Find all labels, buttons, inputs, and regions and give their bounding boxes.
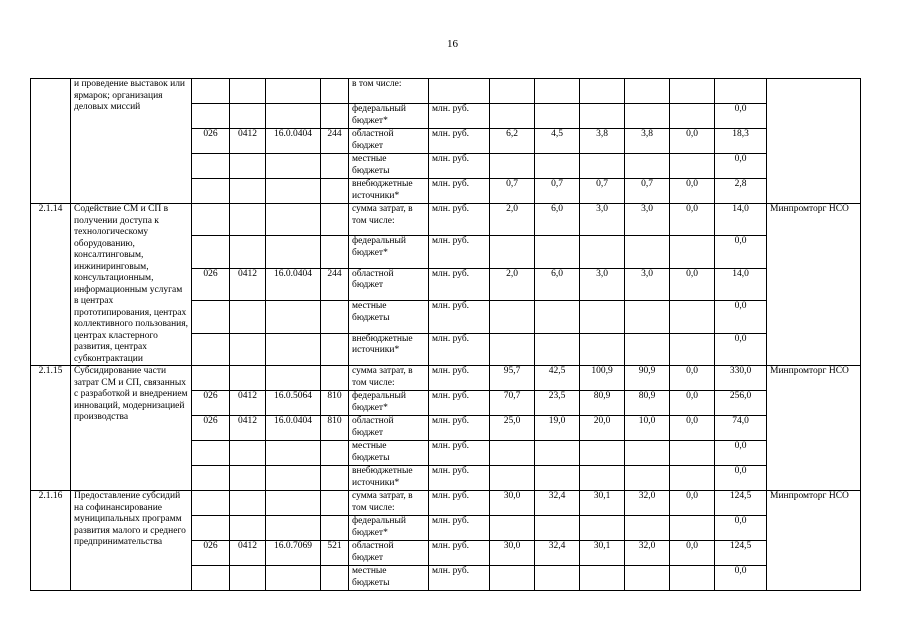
ministry-code — [192, 491, 230, 516]
total-value: 0,0 — [715, 333, 767, 365]
year-value-3: 20,0 — [580, 416, 625, 441]
expense-type-code — [321, 516, 349, 541]
funding-source: местные бюджеты — [349, 154, 429, 179]
year-value-4 — [625, 333, 670, 365]
target-item-code — [266, 104, 321, 129]
year-value-5 — [670, 236, 715, 268]
expense-type-code — [321, 154, 349, 179]
year-value-1 — [490, 516, 535, 541]
expense-type-code — [321, 104, 349, 129]
expense-type-code — [321, 491, 349, 516]
funding-source: внебюджетные источники* — [349, 179, 429, 204]
total-value: 0,0 — [715, 466, 767, 491]
section-code — [230, 154, 266, 179]
target-item-code — [266, 301, 321, 333]
funding-source: сумма затрат, в том числе: — [349, 491, 429, 516]
ministry-code — [192, 104, 230, 129]
expense-type-code — [321, 366, 349, 391]
ministry-code — [192, 301, 230, 333]
year-value-1 — [490, 441, 535, 466]
ministry-code: 026 — [192, 129, 230, 154]
unit: млн. руб. — [429, 516, 490, 541]
unit — [429, 79, 490, 104]
year-value-5 — [670, 516, 715, 541]
row-number: 2.1.15 — [31, 366, 71, 491]
year-value-3: 3,0 — [580, 268, 625, 300]
funding-source: местные бюджеты — [349, 441, 429, 466]
year-value-5 — [670, 466, 715, 491]
total-value: 0,0 — [715, 566, 767, 591]
year-value-5 — [670, 154, 715, 179]
section-code — [230, 79, 266, 104]
year-value-4: 80,9 — [625, 391, 670, 416]
year-value-1 — [490, 154, 535, 179]
year-value-1: 70,7 — [490, 391, 535, 416]
year-value-4: 0,7 — [625, 179, 670, 204]
executor: Минпромторг НСО — [767, 204, 861, 366]
unit: млн. руб. — [429, 104, 490, 129]
unit: млн. руб. — [429, 541, 490, 566]
year-value-1 — [490, 301, 535, 333]
funding-source: областной бюджет — [349, 416, 429, 441]
year-value-1: 0,7 — [490, 179, 535, 204]
target-item-code — [266, 204, 321, 236]
year-value-1 — [490, 566, 535, 591]
section-code — [230, 366, 266, 391]
unit: млн. руб. — [429, 333, 490, 365]
expense-type-code — [321, 179, 349, 204]
year-value-2: 32,4 — [535, 541, 580, 566]
executor: Минпромторг НСО — [767, 491, 861, 591]
section-code: 0412 — [230, 391, 266, 416]
target-item-code: 16.0.7069 — [266, 541, 321, 566]
funding-source: областной бюджет — [349, 268, 429, 300]
ministry-code: 026 — [192, 541, 230, 566]
year-value-3: 3,0 — [580, 204, 625, 236]
year-value-4 — [625, 441, 670, 466]
section-code — [230, 104, 266, 129]
section-code: 0412 — [230, 268, 266, 300]
expense-type-code — [321, 204, 349, 236]
row-number: 2.1.16 — [31, 491, 71, 591]
year-value-2 — [535, 154, 580, 179]
task-description: Содействие СМ и СП в получении доступа к технологическому оборудованию, консалтинговым, инжиниринговым, консультационным, информационным услугам в центрах прототипирования, центрах коллективного пользования, центрах кластерного развития, центрах субконтрактации — [71, 204, 192, 366]
target-item-code — [266, 179, 321, 204]
year-value-2 — [535, 333, 580, 365]
table-row — [31, 204, 861, 236]
funding-source: федеральный бюджет* — [349, 236, 429, 268]
unit: млн. руб. — [429, 391, 490, 416]
page-number: 16 — [447, 38, 458, 50]
expense-type-code — [321, 333, 349, 365]
year-value-1 — [490, 236, 535, 268]
year-value-4: 3,0 — [625, 268, 670, 300]
funding-source: областной бюджет — [349, 541, 429, 566]
year-value-1: 30,0 — [490, 491, 535, 516]
year-value-4: 3,0 — [625, 204, 670, 236]
section-code — [230, 466, 266, 491]
section-code: 0412 — [230, 541, 266, 566]
target-item-code: 16.0.0404 — [266, 268, 321, 300]
year-value-3 — [580, 154, 625, 179]
year-value-1: 30,0 — [490, 541, 535, 566]
expense-type-code — [321, 236, 349, 268]
expense-type-code — [321, 301, 349, 333]
year-value-1 — [490, 466, 535, 491]
funding-source: сумма затрат, в том числе: — [349, 204, 429, 236]
total-value: 2,8 — [715, 179, 767, 204]
target-item-code: 16.0.0404 — [266, 129, 321, 154]
year-value-4 — [625, 236, 670, 268]
section-code — [230, 179, 266, 204]
ministry-code — [192, 236, 230, 268]
unit: млн. руб. — [429, 466, 490, 491]
year-value-3 — [580, 441, 625, 466]
target-item-code — [266, 466, 321, 491]
total-value: 124,5 — [715, 541, 767, 566]
year-value-3 — [580, 301, 625, 333]
funding-source: внебюджетные источники* — [349, 333, 429, 365]
ministry-code: 026 — [192, 391, 230, 416]
year-value-3 — [580, 104, 625, 129]
year-value-4: 32,0 — [625, 491, 670, 516]
target-item-code — [266, 366, 321, 391]
unit: млн. руб. — [429, 566, 490, 591]
ministry-code — [192, 79, 230, 104]
year-value-2: 0,7 — [535, 179, 580, 204]
row-number — [31, 79, 71, 204]
year-value-2 — [535, 466, 580, 491]
year-value-3: 80,9 — [580, 391, 625, 416]
year-value-1: 2,0 — [490, 204, 535, 236]
year-value-5: 0,0 — [670, 391, 715, 416]
funding-source: сумма затрат, в том числе: — [349, 366, 429, 391]
section-code — [230, 491, 266, 516]
year-value-2: 23,5 — [535, 391, 580, 416]
ministry-code — [192, 441, 230, 466]
year-value-2: 19,0 — [535, 416, 580, 441]
year-value-5: 0,0 — [670, 268, 715, 300]
ministry-code — [192, 204, 230, 236]
year-value-5: 0,0 — [670, 129, 715, 154]
section-code — [230, 516, 266, 541]
year-value-3: 30,1 — [580, 541, 625, 566]
ministry-code — [192, 366, 230, 391]
year-value-4: 90,9 — [625, 366, 670, 391]
task-description: Предоставление субсидий на софинансирование муниципальных программ развития малого и среднего предпринимательства — [71, 491, 192, 591]
year-value-5: 0,0 — [670, 491, 715, 516]
ministry-code: 026 — [192, 416, 230, 441]
year-value-2 — [535, 441, 580, 466]
unit: млн. руб. — [429, 204, 490, 236]
section-code — [230, 566, 266, 591]
funding-source: в том числе: — [349, 79, 429, 104]
total-value: 0,0 — [715, 441, 767, 466]
year-value-3 — [580, 236, 625, 268]
section-code — [230, 333, 266, 365]
target-item-code: 16.0.0404 — [266, 416, 321, 441]
year-value-5 — [670, 441, 715, 466]
year-value-5 — [670, 301, 715, 333]
table-body — [31, 79, 861, 591]
funding-source: федеральный бюджет* — [349, 391, 429, 416]
total-value: 330,0 — [715, 366, 767, 391]
target-item-code — [266, 441, 321, 466]
expense-type-code: 810 — [321, 391, 349, 416]
expense-type-code — [321, 441, 349, 466]
table-row — [31, 79, 861, 104]
unit: млн. руб. — [429, 366, 490, 391]
target-item-code — [266, 566, 321, 591]
unit: млн. руб. — [429, 491, 490, 516]
total-value: 14,0 — [715, 268, 767, 300]
total-value: 18,3 — [715, 129, 767, 154]
year-value-3: 0,7 — [580, 179, 625, 204]
total-value: 14,0 — [715, 204, 767, 236]
total-value: 0,0 — [715, 154, 767, 179]
year-value-5: 0,0 — [670, 541, 715, 566]
year-value-1: 6,2 — [490, 129, 535, 154]
year-value-4 — [625, 154, 670, 179]
expense-type-code — [321, 79, 349, 104]
section-code — [230, 236, 266, 268]
year-value-5 — [670, 79, 715, 104]
target-item-code — [266, 333, 321, 365]
year-value-5: 0,0 — [670, 179, 715, 204]
target-item-code — [266, 79, 321, 104]
total-value: 0,0 — [715, 301, 767, 333]
expense-type-code: 810 — [321, 416, 349, 441]
executor — [767, 79, 861, 204]
unit: млн. руб. — [429, 236, 490, 268]
year-value-2: 32,4 — [535, 491, 580, 516]
year-value-5 — [670, 333, 715, 365]
year-value-4 — [625, 79, 670, 104]
unit: млн. руб. — [429, 416, 490, 441]
funding-source: местные бюджеты — [349, 566, 429, 591]
year-value-2: 4,5 — [535, 129, 580, 154]
year-value-1 — [490, 104, 535, 129]
year-value-2 — [535, 79, 580, 104]
year-value-2: 6,0 — [535, 268, 580, 300]
year-value-3: 30,1 — [580, 491, 625, 516]
total-value: 74,0 — [715, 416, 767, 441]
ministry-code — [192, 516, 230, 541]
year-value-2 — [535, 516, 580, 541]
year-value-1: 25,0 — [490, 416, 535, 441]
year-value-3: 3,8 — [580, 129, 625, 154]
year-value-3 — [580, 516, 625, 541]
total-value: 0,0 — [715, 236, 767, 268]
unit: млн. руб. — [429, 154, 490, 179]
unit: млн. руб. — [429, 301, 490, 333]
year-value-5 — [670, 104, 715, 129]
funding-source: федеральный бюджет* — [349, 104, 429, 129]
year-value-2 — [535, 566, 580, 591]
ministry-code — [192, 179, 230, 204]
target-item-code — [266, 491, 321, 516]
funding-source: областной бюджет — [349, 129, 429, 154]
year-value-4 — [625, 301, 670, 333]
expense-type-code — [321, 566, 349, 591]
year-value-3: 100,9 — [580, 366, 625, 391]
target-item-code: 16.0.5064 — [266, 391, 321, 416]
year-value-2: 42,5 — [535, 366, 580, 391]
year-value-1 — [490, 79, 535, 104]
ministry-code — [192, 154, 230, 179]
year-value-4: 10,0 — [625, 416, 670, 441]
executor: Минпромторг НСО — [767, 366, 861, 491]
year-value-4 — [625, 466, 670, 491]
unit: млн. руб. — [429, 129, 490, 154]
year-value-3 — [580, 466, 625, 491]
section-code — [230, 301, 266, 333]
program-table — [30, 78, 861, 591]
task-description: и проведение выставок или ярмарок; организация деловых миссий — [71, 79, 192, 204]
year-value-3 — [580, 333, 625, 365]
year-value-5: 0,0 — [670, 204, 715, 236]
section-code — [230, 441, 266, 466]
total-value: 256,0 — [715, 391, 767, 416]
unit: млн. руб. — [429, 268, 490, 300]
section-code: 0412 — [230, 129, 266, 154]
year-value-1: 2,0 — [490, 268, 535, 300]
year-value-5: 0,0 — [670, 416, 715, 441]
year-value-4 — [625, 516, 670, 541]
total-value — [715, 79, 767, 104]
funding-source: федеральный бюджет* — [349, 516, 429, 541]
year-value-4 — [625, 104, 670, 129]
ministry-code — [192, 566, 230, 591]
target-item-code — [266, 154, 321, 179]
year-value-4: 3,8 — [625, 129, 670, 154]
year-value-2: 6,0 — [535, 204, 580, 236]
year-value-1: 95,7 — [490, 366, 535, 391]
section-code — [230, 204, 266, 236]
target-item-code — [266, 516, 321, 541]
unit: млн. руб. — [429, 179, 490, 204]
expense-type-code: 244 — [321, 129, 349, 154]
year-value-4: 32,0 — [625, 541, 670, 566]
year-value-3 — [580, 566, 625, 591]
expense-type-code: 521 — [321, 541, 349, 566]
section-code: 0412 — [230, 416, 266, 441]
total-value: 0,0 — [715, 516, 767, 541]
year-value-2 — [535, 104, 580, 129]
year-value-2 — [535, 301, 580, 333]
funding-source: внебюджетные источники* — [349, 466, 429, 491]
year-value-5: 0,0 — [670, 366, 715, 391]
year-value-2 — [535, 236, 580, 268]
task-description: Субсидирование части затрат СМ и СП, связанных с разработкой и внедрением инноваций, модернизацией производства — [71, 366, 192, 491]
year-value-1 — [490, 333, 535, 365]
table-row — [31, 366, 861, 391]
year-value-3 — [580, 79, 625, 104]
year-value-4 — [625, 566, 670, 591]
unit: млн. руб. — [429, 441, 490, 466]
ministry-code: 026 — [192, 268, 230, 300]
total-value: 0,0 — [715, 104, 767, 129]
row-number: 2.1.14 — [31, 204, 71, 366]
expense-type-code: 244 — [321, 268, 349, 300]
table-row — [31, 491, 861, 516]
year-value-5 — [670, 566, 715, 591]
ministry-code — [192, 333, 230, 365]
expense-type-code — [321, 466, 349, 491]
ministry-code — [192, 466, 230, 491]
funding-source: местные бюджеты — [349, 301, 429, 333]
target-item-code — [266, 236, 321, 268]
total-value: 124,5 — [715, 491, 767, 516]
